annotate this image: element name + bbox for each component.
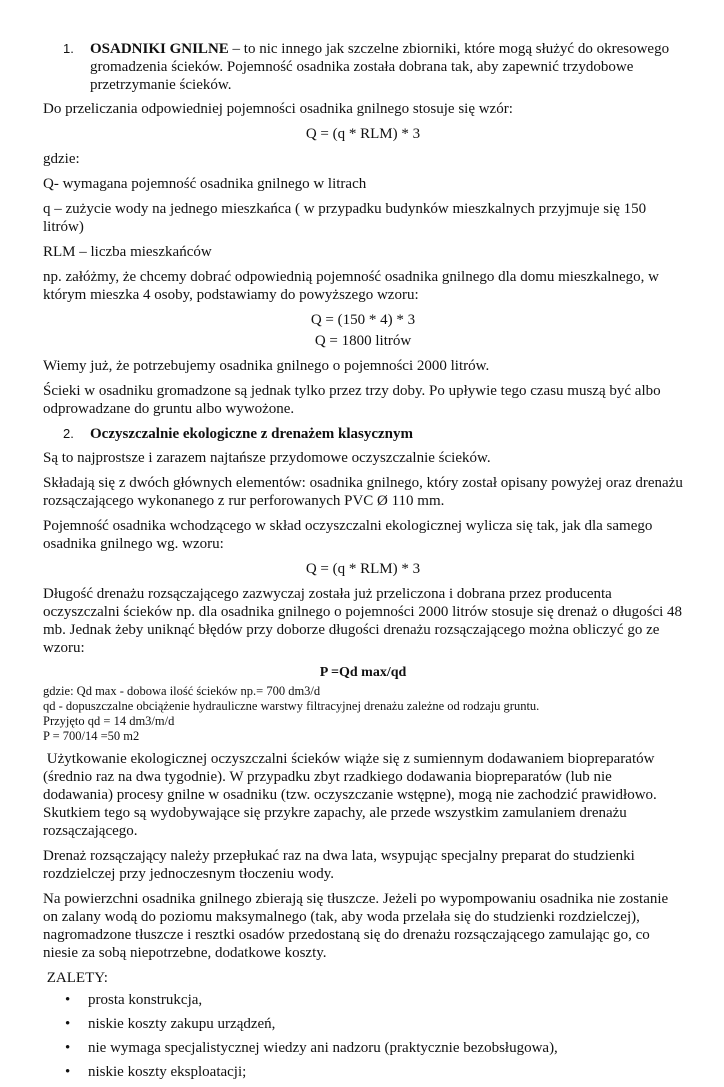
paragraph-retention: Ścieki w osadniku gromadzone są jednak tylko przez trzy doby. Po upływie tego czasu muszą być albo odprowadzane do gruntu albo wywożone.: [43, 383, 661, 417]
document-page: [43, 40, 683, 1087]
paragraph-result: Wiemy już, że potrzebujemy osadnika gnilnego o pojemności 2000 litrów.: [43, 358, 490, 374]
definition-rlm: RLM – liczba mieszkańców: [43, 244, 212, 260]
formula-main: Q = (q * RLM) * 3: [305, 126, 421, 142]
list-item: • prosta konstrukcja,: [65, 992, 203, 1008]
definition-q-big: Q- wymagana pojemność osadnika gnilnego w litrach: [43, 176, 367, 192]
example-calc-2: Q = 1800 litrów: [314, 333, 412, 349]
bullet-icon: •: [65, 1064, 71, 1080]
section-text-osadniki: – to nic innego jak szczelne zbiorniki, które mogą służyć do okresowego gromadzenia ścieków. Pojemność osadnika została dobrana tak, aby zapewnić trzydobowe przetrzymanie ścieków.: [90, 41, 670, 93]
paragraph-example: np. załóżmy, że chcemy dobrać odpowiednią pojemność osadnika gnilnego dla domu mieszkalnego, w którym mieszka 4 osoby, podstawiamy do powyższego wzoru:: [43, 269, 659, 303]
paragraph-components: Składają się z dwóch głównych elementów: osadnika gnilnego, który został opisany powyżej oraz drenażu rozsączającego wykonanego z rur perforowanych PVC Ø 110 mm.: [43, 475, 683, 509]
paragraph-simple: Są to najprostsze i zarazem najtańsze przydomowe oczyszczalnie ścieków.: [43, 450, 491, 466]
formula-p: P =Qd max/qd: [319, 665, 407, 680]
bullet-icon: •: [65, 1016, 71, 1032]
advantages-list: [43, 991, 683, 1081]
list-item: • niskie koszty zakupu urządzeń,: [65, 1016, 276, 1032]
paragraph-usage: Użytkowanie ekologicznej oczyszczalni ścieków wiąże się z sumiennym dodawaniem biopreparatów (średnio raz na dwa tygodnie). W przypadku zbyt rzadkiego dodawania biopreparatów (lub nie dodawania) procesy gnilne w osadniku (tzw. oczyszczanie wstępne), mogą nie zachodzić prawidłowo. Skutkiem tego są wydobywające się przykre zapachy, ale przede wszystkim zamulaniem drenażu rozsączającego.: [43, 751, 661, 839]
calc-p: P = 700/14 =50 m2: [43, 729, 140, 743]
definition-q-small: q – zużycie wody na jednego mieszkańca ( w przypadku budynków mieszkalnych przyjmuje się 150 litrów): [43, 201, 647, 235]
assumed-qd: Przyjęto qd = 14 dm3/m/d: [43, 714, 175, 728]
advantages-heading: ZALETY:: [43, 970, 108, 986]
list-item: • nie wymaga specjalistycznej wiedzy ani nadzoru (praktycznie bezobsługowa),: [65, 1040, 558, 1056]
list-number: 1.: [63, 41, 74, 56]
paragraph-flush: Drenaż rozsączający należy przepłukać raz na dwa lata, wsypując specjalny preparat do studzienki rozdzielczej przy jednoczesnym tłoczeniu wody.: [43, 848, 635, 882]
list-item-osadniki: [43, 40, 683, 94]
example-calc-1: Q = (150 * 4) * 3: [310, 312, 416, 328]
paragraph-formula-intro: Do przeliczania odpowiedniej pojemności osadnika gnilnego stosuje się wzór:: [43, 101, 513, 117]
where-label: gdzie:: [43, 151, 80, 167]
list-number: 2.: [63, 426, 74, 441]
definition-qd: qd - dopuszczalne obciążenie hydrauliczne warstwy filtracyjnej drenażu zależne od rodzaju gruntu.: [43, 699, 540, 713]
section-title-osadniki: OSADNIKI GNILNE: [90, 41, 229, 57]
definition-qdmax: gdzie: Qd max - dobowa ilość ścieków np.= 700 dm3/d: [43, 684, 321, 698]
paragraph-capacity: Pojemność osadnika wchodzącego w skład oczyszczalni ekologicznej wylicza się tak, jak dla samego osadnika gnilnego wg. wzoru:: [43, 518, 653, 552]
formula-repeat: Q = (q * RLM) * 3: [305, 561, 421, 577]
section-title-oczyszczalnie: Oczyszczalnie ekologiczne z drenażem klasycznym: [90, 426, 413, 442]
paragraph-grease: Na powierzchni osadnika gnilnego zbierają się tłuszcze. Jeżeli po wypompowaniu osadnika nie zostanie on zalany wodą do poziomu maksymalnego (tak, aby woda przelała się do studzienki rozdzielczej), nagromadzone tłuszcze i resztki osadów przedostaną się do drenażu rozsączającego zamulając go, co niesie za sobą niepotrzebne, dodatkowe koszty.: [43, 891, 669, 961]
list-item: • niskie koszty eksploatacji;: [65, 1064, 247, 1080]
list-item-oczyszczalnie: [43, 425, 683, 443]
paragraph-drain: Długość drenażu rozsączającego zazwyczaj została już przeliczona i dobrana przez producenta oczyszczalni ścieków np. dla osadnika gnilnego o pojemności 2000 litrów stosuje się drenaż o długości 48 mb. Jednak żeby uniknąć błędów przy doborze długości drenażu rozsączającego można obliczyć go ze wzoru:: [43, 586, 683, 656]
bullet-icon: •: [65, 992, 71, 1008]
bullet-icon: •: [65, 1040, 71, 1056]
